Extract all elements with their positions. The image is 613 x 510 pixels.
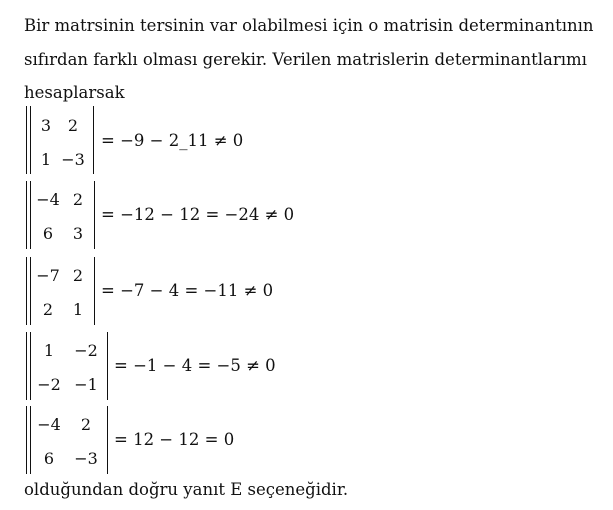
determinant-expression: = 12 − 12 = 0 — [114, 430, 235, 449]
left-bar — [30, 181, 31, 249]
matrix-cell-a21: 2 — [42, 300, 54, 319]
matrix-cell-a21: −2 — [37, 375, 61, 394]
intro-line-3: hesaplarsak — [24, 83, 125, 102]
determinant-expression: = −12 − 12 = −24 ≠ 0 — [101, 205, 295, 224]
intro-line-1: Bir matrsinin tersinin var olabilmesi için o matrisin determinantının — [24, 16, 594, 35]
intro-line-2: sıfırdan farklı olması gerekir. Verilen matrislerin determinantlarımı — [24, 50, 587, 69]
matrix-cell-a11: 3 — [40, 116, 52, 135]
right-bar — [93, 106, 94, 174]
matrix-cell-a21: 6 — [42, 224, 54, 243]
matrix-cell-a11: −7 — [36, 266, 60, 285]
determinant-expression: = −7 − 4 = −11 ≠ 0 — [101, 281, 274, 300]
determinant-expression: = −1 − 4 = −5 ≠ 0 — [114, 356, 276, 375]
matrix-cell-a12: 2 — [80, 415, 92, 434]
determinant-expression: = −9 − 2_11 ≠ 0 — [101, 131, 244, 150]
left-bar — [26, 181, 27, 249]
conclusion: olduğundan doğru yanıt E seçeneğidir. — [24, 480, 349, 499]
left-bar — [30, 257, 31, 325]
matrix-cell-a12: 2 — [72, 266, 84, 285]
matrix-cell-a21: 1 — [40, 150, 52, 169]
matrix-cell-a11: −4 — [37, 415, 61, 434]
matrix-cell-a22: 1 — [72, 300, 84, 319]
matrix-cell-a21: 6 — [43, 449, 55, 468]
right-bar — [94, 181, 95, 249]
matrix-cell-a12: 2 — [72, 190, 84, 209]
left-bar — [26, 406, 27, 474]
matrix-cell-a22: −1 — [74, 375, 98, 394]
right-bar — [94, 257, 95, 325]
left-bar — [30, 332, 31, 400]
matrix-cell-a11: 1 — [43, 341, 55, 360]
matrix-cell-a11: −4 — [36, 190, 60, 209]
matrix-cell-a22: −3 — [61, 150, 85, 169]
right-bar — [107, 406, 108, 474]
left-bar — [26, 106, 27, 174]
right-bar — [107, 332, 108, 400]
left-bar — [26, 332, 27, 400]
matrix-cell-a12: −2 — [74, 341, 98, 360]
left-bar — [30, 406, 31, 474]
matrix-cell-a22: 3 — [72, 224, 84, 243]
left-bar — [26, 257, 27, 325]
matrix-cell-a22: −3 — [74, 449, 98, 468]
matrix-cell-a12: 2 — [67, 116, 79, 135]
left-bar — [30, 106, 31, 174]
